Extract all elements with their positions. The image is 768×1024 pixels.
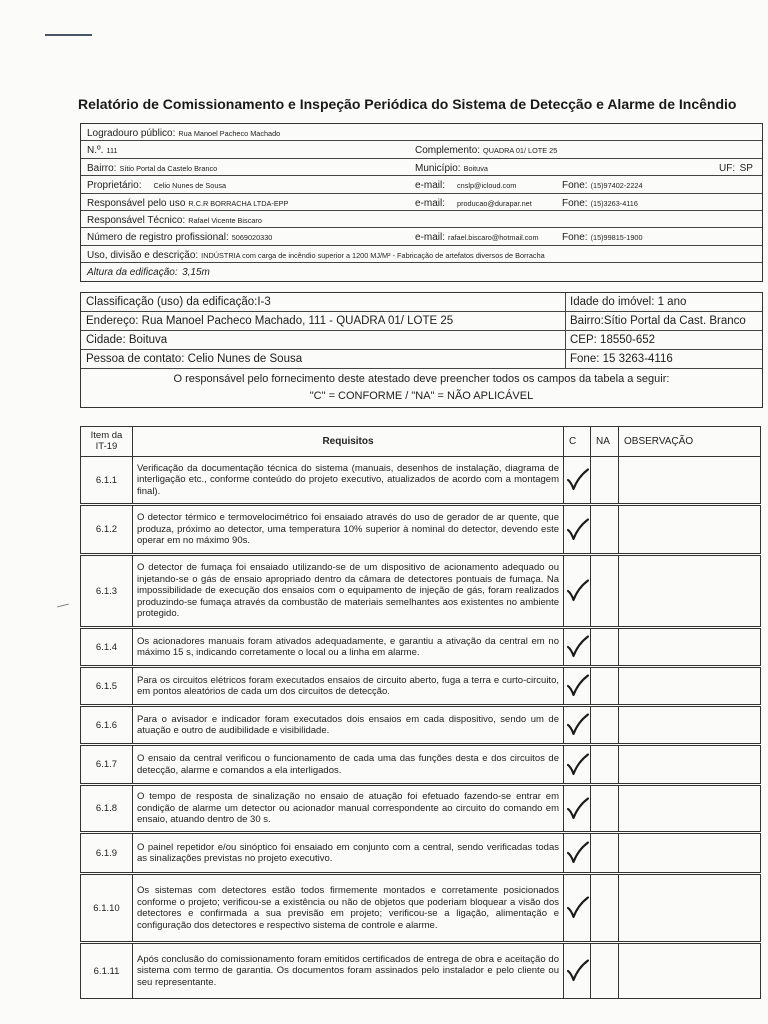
header-na: NA (591, 427, 619, 457)
requirement-text: Os sistemas com detectores estão todos firmemente montados e corretamente posicionados conforme o projeto; verificou-se a existência ou não de objetos que poderiam bloquear a visão dos detectores e confirmada a sua previsão em projeto; verificou-se a ligação, alimentação e configuração dos detectores e respectivo sistema de controle e alarme. (133, 874, 564, 943)
na-cell (591, 667, 619, 706)
conforme-cell (564, 706, 591, 745)
idade-field (566, 293, 762, 311)
fone-value: (15)97402-2224 (590, 181, 643, 191)
observacao-cell (619, 833, 761, 874)
responsavel-tecnico-label: Responsável Técnico: (87, 214, 186, 226)
requirement-text: Para os circuitos elétricos foram executados ensaios de circuito aberto, fuga a terra e curto-circuito, em pontos aleatórios de cada um dos circuitos de detecção. (133, 667, 564, 706)
item-number: 6.1.3 (81, 555, 133, 628)
fone-label: Fone: (562, 197, 588, 209)
email-label: e-mail: (415, 232, 446, 244)
header-observacao: OBSERVAÇÃO (619, 427, 761, 457)
summary-row (81, 312, 762, 331)
observacao-cell (619, 745, 761, 785)
na-cell (591, 706, 619, 745)
idade-label: Idade do imóvel: (570, 296, 655, 308)
checklist-table (80, 426, 761, 999)
checklist-row (81, 555, 761, 628)
cep-label: CEP: (570, 334, 597, 346)
na-cell (591, 555, 619, 628)
cidade-value: Boituva (128, 334, 168, 346)
observacao-cell (619, 457, 761, 505)
legend-text: "C" = CONFORME / "NA" = NÃO APLICÁVEL (309, 390, 534, 402)
idade-value: 1 ano (657, 296, 687, 308)
responsavel-uso-field (87, 194, 288, 212)
municipio-value: Boituva (463, 163, 488, 173)
contato-field (81, 350, 566, 368)
check-mark-icon (565, 674, 590, 698)
logradouro-label: Logradouro público: (87, 128, 176, 139)
endereco-value: Rua Manoel Pacheco Machado, 111 - QUADRA 01/ LOTE 25 (141, 315, 454, 327)
observacao-cell (619, 785, 761, 833)
checklist-row (81, 457, 761, 505)
responsavel-uso-label: Responsável pelo uso (87, 197, 186, 209)
numero-field (87, 141, 118, 159)
contato-value: Celio Nunes de Sousa (187, 353, 303, 365)
fone-label: Fone: (562, 180, 588, 192)
responsavel-uso-email-field (415, 194, 532, 212)
item-number: 6.1.11 (81, 943, 133, 999)
header-item-line1: Item da (90, 430, 123, 441)
proprietario-fone-field (562, 176, 643, 194)
checklist-header (81, 427, 761, 457)
conforme-cell (564, 785, 591, 833)
item-number: 6.1.6 (81, 706, 133, 745)
uso-field (87, 246, 545, 264)
requirement-text: Para o avisador e indicador foram executados dois ensaios em cada dispositivo, sendo um de atuação e outro de audibilidade e visibilidade. (133, 706, 564, 745)
endereco-label: Endereço: (86, 315, 139, 327)
conforme-cell (564, 555, 591, 628)
item-number: 6.1.7 (81, 745, 133, 785)
check-mark-icon (565, 713, 590, 737)
checklist-row (81, 833, 761, 874)
responsavel-tecnico-value: Rafael Vicente Biscaro (188, 215, 262, 225)
bairro-value: Sítio Portal da Cast. Branco (603, 315, 746, 327)
row-bairro (81, 159, 762, 176)
checklist-row (81, 628, 761, 667)
requirement-text: O detector de fumaça foi ensaiado utilizando-se de um dispositivo de acionamento adequado ou injetando-se o gás de ensaio apropriado dentro da câmara de detectores pontuais de fumaça. Na impossibilidade de execução dos ensaios com o equipamento de injeção de gás, foram realizados produzindo-se fumaça através da combustão de materiais semelhantes aos existentes no ambiente protegido. (133, 555, 564, 628)
requirement-text: Os acionadores manuais foram ativados adequadamente, e garantiu a ativação da central em no máximo 15 s, indicando corretamente o local ou a linha em alarme. (133, 628, 564, 667)
fone-value: (15)99815-1900 (590, 233, 643, 243)
conforme-cell (564, 505, 591, 555)
complemento-field (415, 141, 557, 159)
email-label: e-mail: (415, 180, 446, 192)
item-number: 6.1.4 (81, 628, 133, 667)
checklist-row (81, 745, 761, 785)
registro-label: Número de registro profissional: (87, 232, 229, 244)
email-value: rafael.biscaro@hotmail.com (448, 233, 539, 243)
responsavel-uso-fone-field (562, 194, 638, 212)
fone-value: 15 3263-4116 (602, 353, 673, 365)
row-proprietario (81, 176, 762, 193)
item-number: 6.1.1 (81, 457, 133, 505)
row-responsavel-uso (81, 194, 762, 211)
check-mark-icon (565, 797, 590, 821)
conforme-cell (564, 874, 591, 943)
proprietario-field (87, 176, 226, 194)
document-title: Relatório de Comissionamento e Inspeção Periódica do Sistema de Detecção e Alarme de Incêndio (78, 96, 737, 112)
email-value: cnslp@icloud.com (457, 181, 517, 191)
checklist-row (81, 874, 761, 943)
checklist-row (81, 785, 761, 833)
summary-row (81, 331, 762, 350)
municipio-field (415, 159, 488, 177)
requirement-text: O ensaio da central verificou o funcionamento de cada uma das funções desta e dos circuitos de detecção, alarme e comandos a ela interligados. (133, 745, 564, 785)
requirement-text: Verificação da documentação técnica do sistema (manuais, desenhos de instalação, diagrama de interligação etc., conforme conteúdo do projeto executivo, atualizados de acordo com a montagem final). (133, 457, 564, 505)
row-uso (81, 246, 762, 263)
cep-field (566, 331, 762, 349)
requirement-text: Após conclusão do comissionamento foram emitidos certificados de entrega de obra e aceitação do sistema com termo de garantia. Os documentos foram assinados pelo instalador e pelo cliente ou seu representante. (133, 943, 564, 999)
classificacao-label: Classificação (uso) da edificação: (86, 296, 258, 308)
registro-value: 5069020330 (231, 233, 273, 243)
instruction-note (81, 369, 762, 407)
municipio-label: Município: (415, 162, 461, 174)
row-logradouro (81, 124, 762, 141)
classificacao-field (81, 293, 566, 311)
conforme-cell (564, 833, 591, 874)
requirement-text: O detector térmico e termovelocimétrico foi ensaiado através do uso de gerador de ar quente, que produza, próximo ao detector, uma temperatura 10% superior à nominal do detector, devendo este operar em no máximo 90s. (133, 505, 564, 555)
proprietario-email-field (415, 176, 516, 194)
item-number: 6.1.9 (81, 833, 133, 874)
na-cell (591, 457, 619, 505)
altura-value: 3,15m (182, 267, 210, 279)
cidade-label: Cidade: (86, 334, 126, 346)
header-rule (45, 34, 92, 36)
row-responsavel-tecnico (81, 211, 762, 228)
item-number: 6.1.2 (81, 505, 133, 555)
classificacao-value: I-3 (257, 296, 271, 308)
na-cell (591, 628, 619, 667)
na-cell (591, 745, 619, 785)
check-mark-icon (565, 518, 590, 542)
responsavel-uso-value: R.C.R BORRACHA LTDA-EPP (188, 198, 289, 208)
summary-table (80, 292, 763, 408)
fone-label: Fone: (562, 232, 588, 244)
check-mark-icon (565, 896, 590, 920)
requirement-text: O tempo de resposta de sinalização no ensaio de atuação foi efetuado fazendo-se entrar em condição de alarme um detector ou acionador manual correspondente ao circuito do comando em ensaio, atuando dentro de 30 s. (133, 785, 564, 833)
summary-row (81, 350, 762, 369)
bairro-value: Sítio Portal da Castelo Branco (119, 163, 218, 173)
observacao-cell (619, 943, 761, 999)
check-mark-icon (565, 959, 590, 983)
check-mark-icon (565, 468, 590, 492)
logradouro-field (87, 124, 280, 142)
conforme-cell (564, 667, 591, 706)
contato-label: Pessoa de contato: (86, 353, 185, 365)
registro-email-field (415, 228, 539, 246)
checklist-row (81, 505, 761, 555)
uf-value: SP (739, 162, 753, 174)
numero-value: 111 (106, 146, 118, 156)
scan-mark (57, 604, 69, 608)
observacao-cell (619, 628, 761, 667)
header-item (81, 427, 133, 457)
bairro-label: Bairro: (87, 162, 117, 174)
summary-row (81, 293, 762, 312)
email-label: e-mail: (415, 197, 446, 209)
na-cell (591, 874, 619, 943)
altura-label: Altura da edificação: (87, 267, 178, 279)
conforme-cell (564, 943, 591, 999)
endereco-field (81, 312, 566, 330)
na-cell (591, 505, 619, 555)
numero-label: N.º. (87, 145, 104, 157)
building-info-table (80, 123, 763, 282)
checklist-row (81, 943, 761, 999)
uf-field (719, 159, 753, 177)
bairro-field (566, 312, 762, 330)
row-altura (81, 263, 762, 280)
header-c: C (564, 427, 591, 457)
header-item-line2: IT-19 (95, 440, 118, 452)
observacao-cell (619, 874, 761, 943)
instruction-text: O responsável pelo fornecimento deste atestado deve preencher todos os campos da tabela a seguir: (173, 373, 670, 385)
item-number: 6.1.5 (81, 667, 133, 706)
email-value: producao@durapar.net (457, 198, 532, 208)
na-cell (591, 833, 619, 874)
conforme-cell (564, 745, 591, 785)
uf-label: UF: (719, 162, 736, 174)
check-mark-icon (565, 635, 590, 659)
checklist-row (81, 706, 761, 745)
proprietario-label: Proprietário: (87, 180, 142, 192)
item-number: 6.1.10 (81, 874, 133, 943)
observacao-cell (619, 667, 761, 706)
observacao-cell (619, 505, 761, 555)
fone-label: Fone: (570, 353, 600, 365)
fone-value: (15)3263-4116 (590, 198, 638, 208)
logradouro-value: Rua Manoel Pacheco Machado (178, 129, 281, 138)
altura-field (87, 263, 210, 281)
conforme-cell (564, 628, 591, 667)
cep-value: 18550-652 (600, 334, 656, 346)
observacao-cell (619, 555, 761, 628)
row-numero (81, 141, 762, 158)
proprietario-value: Celio Nunes de Sousa (153, 181, 227, 191)
complemento-value: QUADRA 01/ LOTE 25 (483, 146, 558, 156)
check-mark-icon (565, 841, 590, 865)
responsavel-tecnico-field (87, 211, 262, 229)
conforme-cell (564, 457, 591, 505)
na-cell (591, 785, 619, 833)
registro-field (87, 228, 272, 246)
row-registro (81, 228, 762, 245)
bairro-label: Bairro: (570, 315, 604, 327)
observacao-cell (619, 706, 761, 745)
check-mark-icon (565, 579, 590, 603)
na-cell (591, 943, 619, 999)
cidade-field (81, 331, 566, 349)
checklist-row (81, 667, 761, 706)
uso-value: INDÚSTRIA com carga de incêndio superior a 1200 MJ/M² - Fabricação de artefatos diversos de Borracha (201, 250, 545, 260)
header-requisitos: Requisitos (133, 427, 564, 457)
complemento-label: Complemento: (415, 145, 481, 157)
fone-field (566, 350, 762, 368)
check-mark-icon (565, 753, 590, 777)
registro-fone-field (562, 228, 643, 246)
requirement-text: O painel repetidor e/ou sinóptico foi ensaiado em conjunto com a central, sendo verificadas todas as sinalizações previstas no projeto executivo. (133, 833, 564, 874)
item-number: 6.1.8 (81, 785, 133, 833)
bairro-field (87, 159, 217, 177)
uso-label: Uso, divisão e descrição: (87, 249, 199, 261)
